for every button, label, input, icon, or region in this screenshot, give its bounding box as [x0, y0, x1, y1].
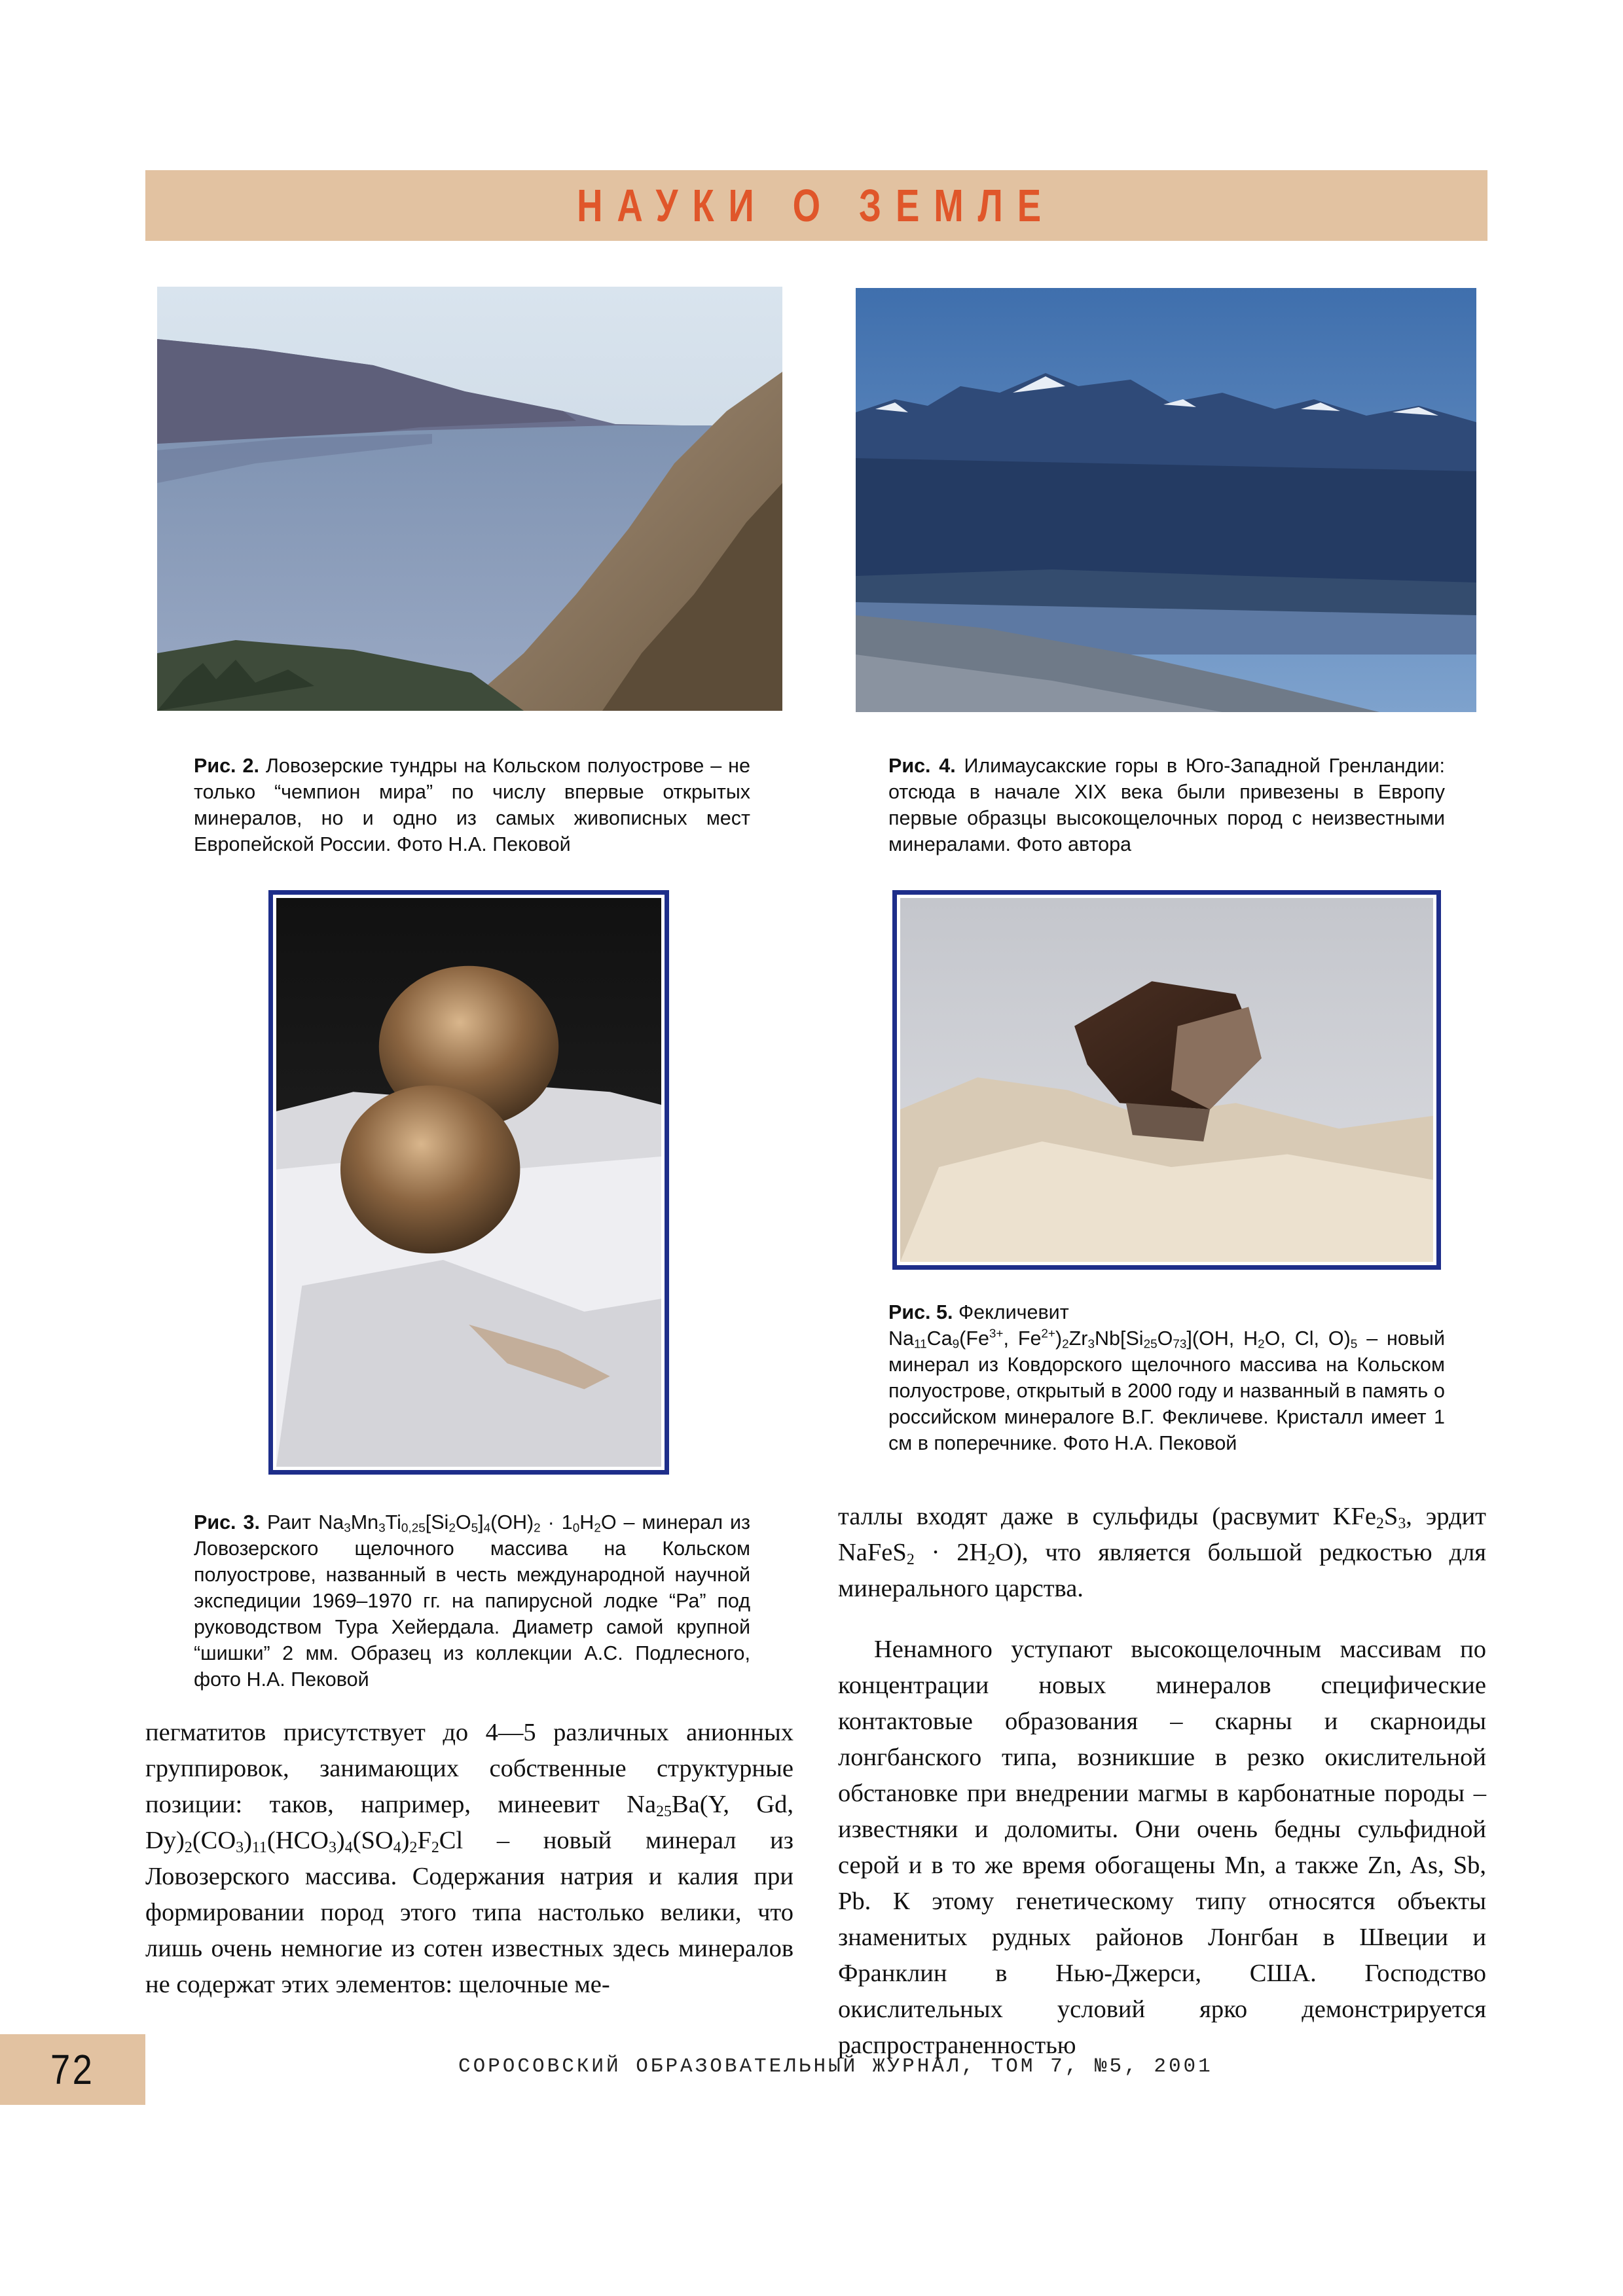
figure-3-caption	[194, 1509, 750, 1693]
page-number: 72	[50, 2046, 95, 2093]
figure-5-text: – новый минерал из Ковдорского щелочного массива на Кольском полуострове, открытый в 2000 году и названный в память о российском минералоге В.Г. Фекличеве. Кристалл имеет 1 см в поперечнике. Фото Н.А. Пековой	[888, 1327, 1445, 1454]
figure-3-mineral: Раит	[266, 1511, 312, 1534]
photo-ilimaussaq-mountains	[856, 288, 1476, 712]
body-right-text-1: таллы входят даже в сульфиды (расвумит	[838, 1503, 1319, 1530]
body-right-paragraph-1	[838, 1499, 1486, 1607]
figure-2-text: Ловозерские тундры на Кольском полуострове – не только “чемпион мира” по числу впервые открытых минералов, но и одно из самых живописных мест Европейской России. Фото Н.А. Пековой	[194, 755, 750, 855]
photo-feklichevite-crystal	[892, 890, 1441, 1270]
journal-footer: СОРОСОВСКИЙ ОБРАЗОВАТЕЛЬНЫЙ ЖУРНАЛ, ТОМ 7, №5, 2001	[458, 2055, 1213, 2078]
figure-5-formula: $Na_{11}Ca_9(Fe^{3+}$, $Fe^{2+})_2Zr_3Nb[Si_{25}O_{73}](OH$, $H_2O$, Cl, $O)_5$	[888, 1327, 1358, 1352]
figure-2-label: Рис. 2.	[194, 755, 259, 777]
figure-3-text: – минерал из Ловозерского щелочного массива на Кольском полуострове, названный в честь международной научной экспедиции 1969–1970 гг. на папирусной лодке “Ра” под руководством Тура Хейердала. Диаметр самой крупной “шишки” 2 мм. Образец из коллекции А.С. Подлесного, фото Н.А. Пековой	[194, 1511, 751, 1691]
figure-5-caption	[888, 1299, 1445, 1456]
body-column-right	[838, 1499, 1486, 2064]
formula-mineevite: $Na_{25}Ba(Y$, Gd, $Dy)_2(CO_3)_{11}(HCO_3)_4(SO_4)_2F_2Cl$	[145, 1791, 794, 1856]
body-left-text-1: пегматитов присутствует до 4—5 различных анионных группировок, занимающих собственные структурные позиции: таков, например, минеевит	[145, 1719, 793, 1818]
photo-lovozero-tundra	[157, 287, 782, 711]
page-number-box	[0, 2034, 145, 2105]
figure-4-label: Рис. 4.	[888, 755, 956, 777]
body-right-paragraph-2: Ненамного уступают высокощелочным массивам по концентрации новых минералов специфические контактовые образования – скарны и скарноиды лонгбанского типа, возникшие в резко окислительной обстановке при внедрении магмы в карбонатные породы – известняки и доломиты. Они очень бедны сульфидной серой и в то же время обогащены Mn, а также Zn, As, Sb, Pb. К этому генетическому типу относятся объекты знаменитых рудных районов Лонгбан в Швеции и Франклин в Нью-Джерси, США. Господство окислительных условий ярко демонстрируется распространенностью	[838, 1636, 1486, 2059]
body-left-paragraph	[145, 1715, 793, 2003]
body-left-text-2: – новый минерал из Ловозерского массива. Содержания натрия и калия при формировании пород этого типа настолько велики, что лишь очень немногие из сотен известных здесь минералов не содержат этих элементов: щелочные ме-	[145, 1827, 793, 1998]
body-right-text-3: ), что является большой редкостью для минерального царства.	[838, 1539, 1486, 1602]
figure-5-label: Рис. 5.	[888, 1301, 953, 1323]
figure-3-formula: $Na_3Mn_3Ti_{0,25}[Si_2O_5]_4(OH)_2 \cdot 1_0H_2O$	[318, 1511, 617, 1535]
formula-rasvumite: $KFe_2S_3$	[1332, 1503, 1406, 1532]
section-title: НАУКИ О ЗЕМЛЕ	[577, 180, 1056, 231]
photo-raite-mineral	[268, 890, 669, 1475]
body-right-text-2: , эрдит	[1406, 1503, 1486, 1530]
figure-2-caption	[194, 753, 750, 857]
figure-4-text: Илимаусакские горы в Юго-Западной Гренландии: отсюда в начале XIX века были привезены в Европу первые образцы высокощелочных пород с неизвестными минералами. Фото автора	[888, 755, 1445, 855]
figure-3-label: Рис. 3.	[194, 1511, 260, 1534]
figure-5-mineral: Фекличевит	[958, 1301, 1069, 1323]
formula-erdite: NaFeS$_2$ · $2H_2O$	[838, 1539, 1014, 1568]
section-header-band	[145, 170, 1487, 241]
figure-4-caption	[888, 753, 1445, 857]
body-column-left	[145, 1715, 793, 2003]
